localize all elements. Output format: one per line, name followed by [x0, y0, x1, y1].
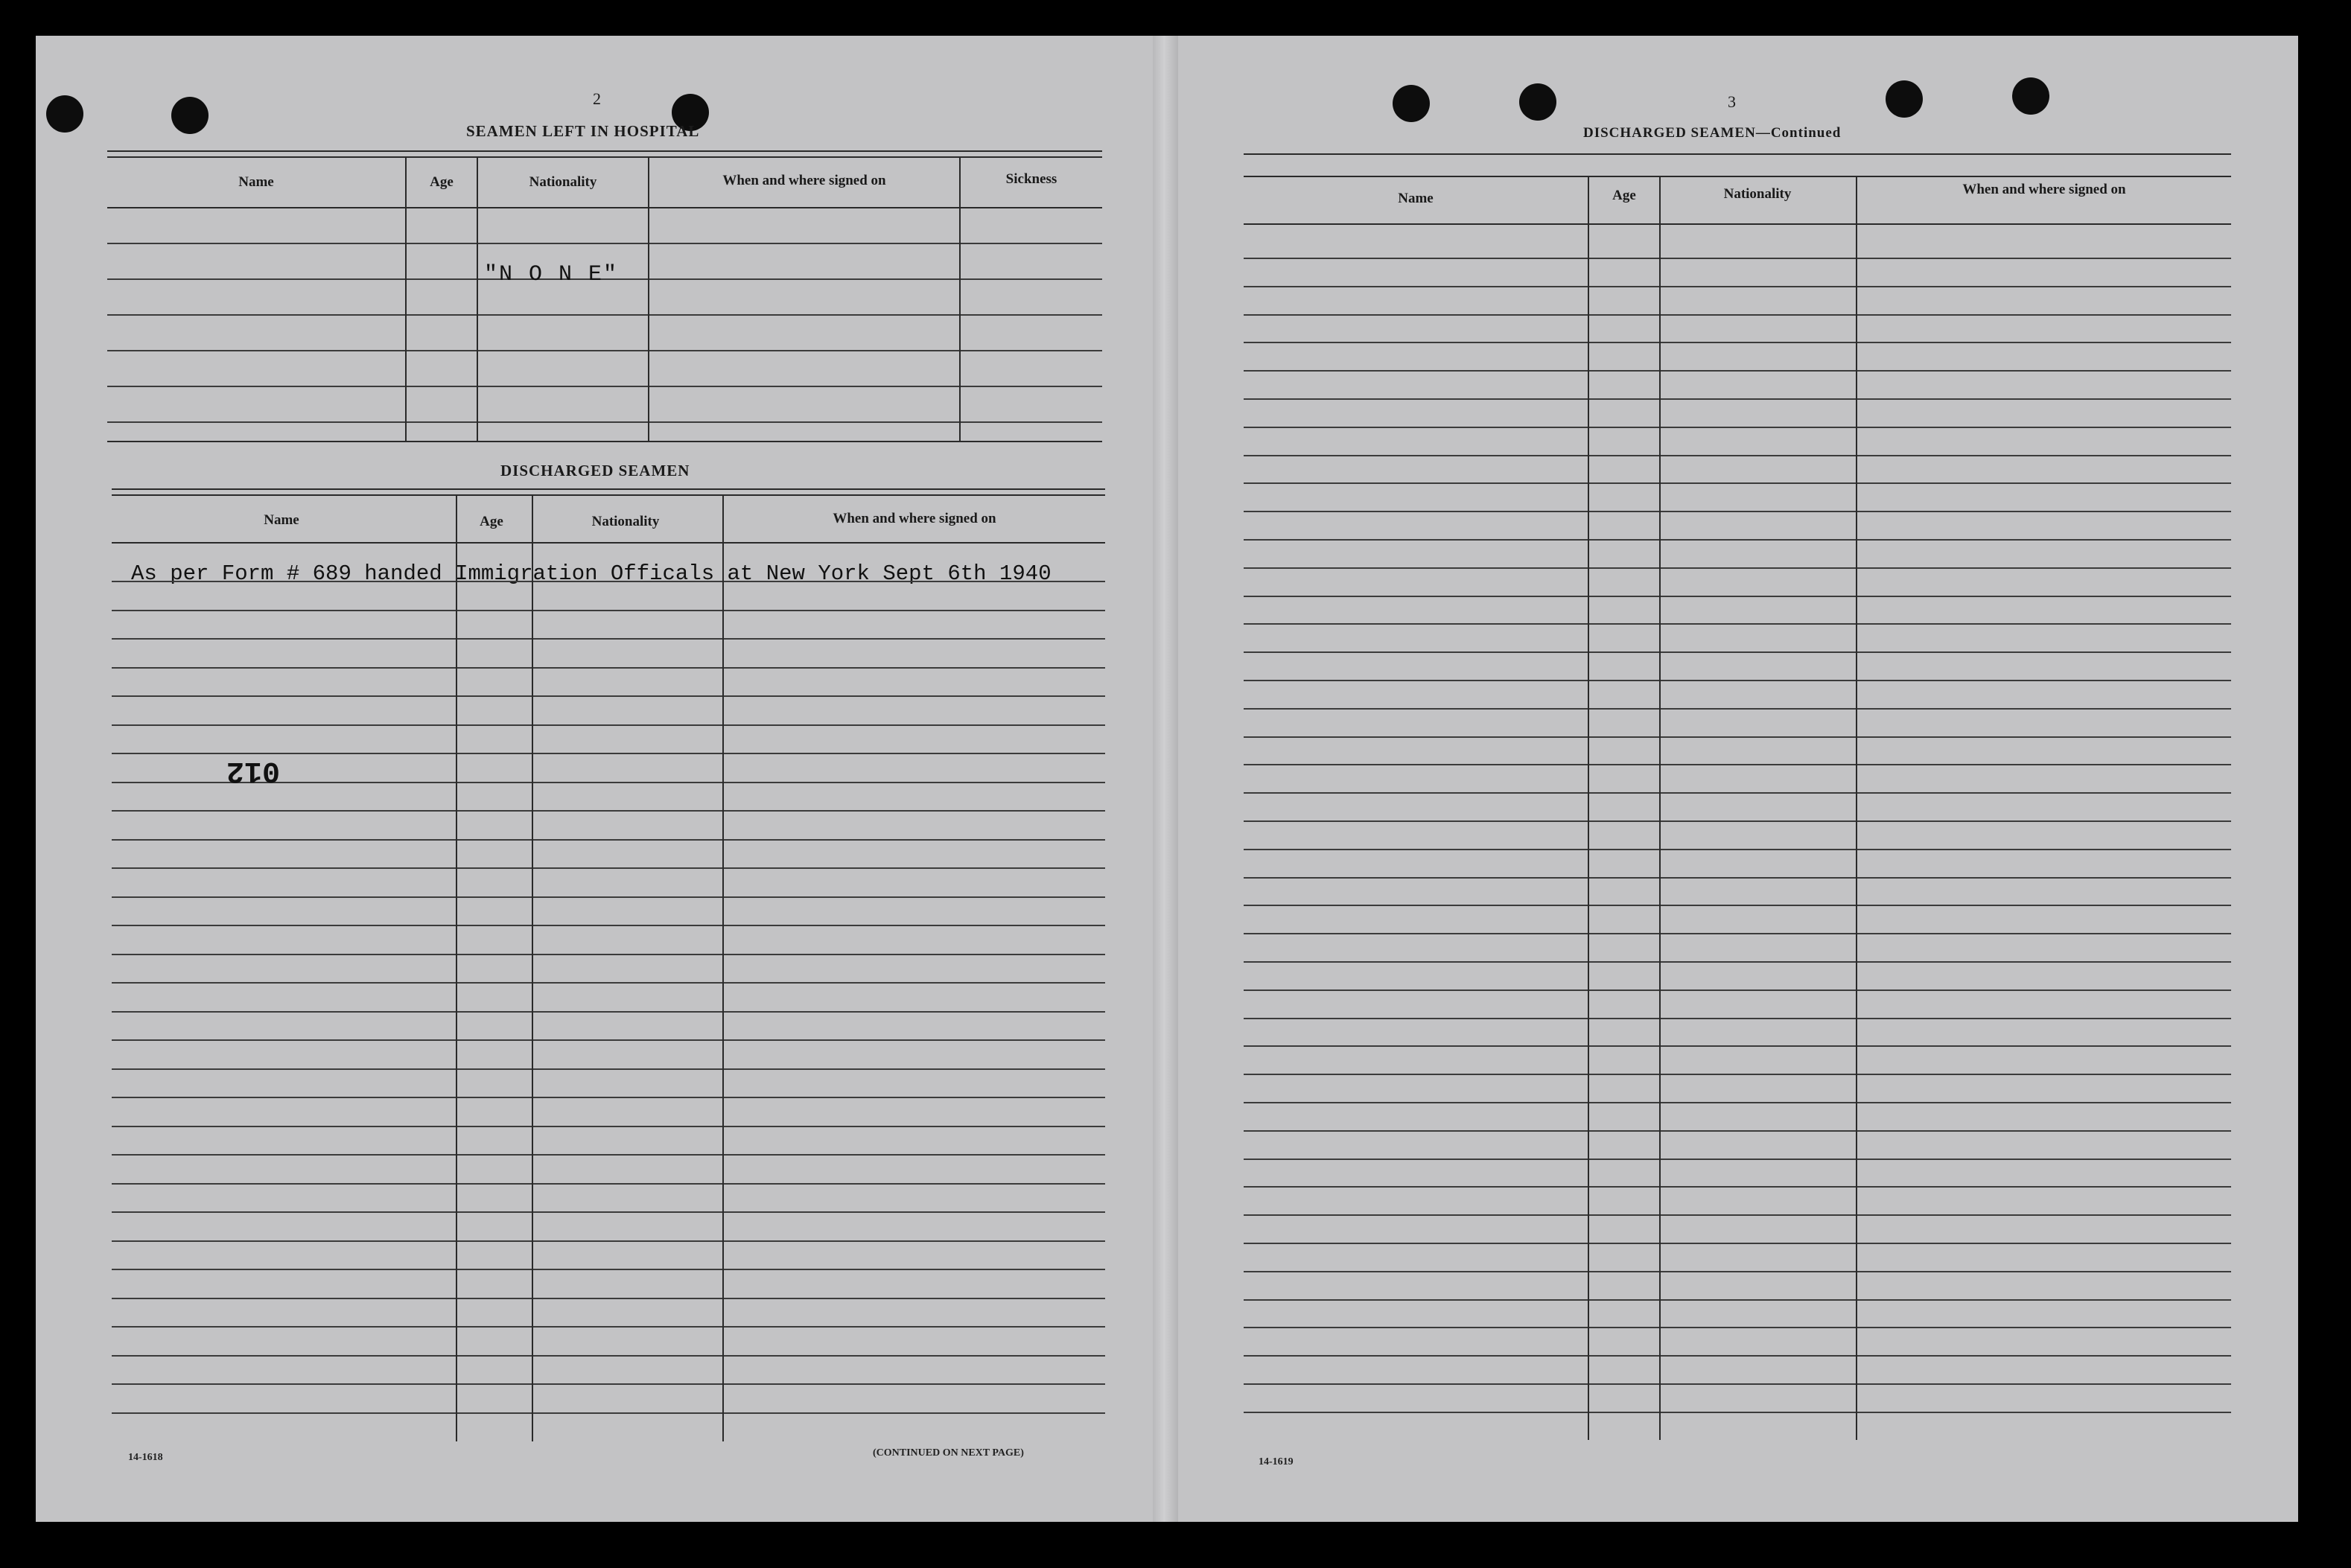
- row-rule: [1244, 1045, 2231, 1047]
- row-rule: [1244, 792, 2231, 794]
- row-rule: [112, 695, 1105, 697]
- row-rule: [1244, 1102, 2231, 1103]
- row-rule: [107, 314, 1102, 316]
- row-rule: [1244, 1159, 2231, 1160]
- row-rule: [1244, 1383, 2231, 1385]
- row-rule: [112, 1412, 1105, 1414]
- row-rule: [112, 1355, 1105, 1357]
- row-rule: [112, 1011, 1105, 1013]
- row-rule: [1244, 1271, 2231, 1272]
- row-rule: [112, 1298, 1105, 1299]
- discharged-section-title: DISCHARGED SEAMEN: [500, 462, 690, 479]
- discharged-table-top-rule: [112, 494, 1105, 496]
- row-rule: [1244, 877, 2231, 879]
- hospital-table-bottom-rule: [107, 441, 1102, 442]
- column-divider: [405, 158, 407, 441]
- row-rule: [112, 667, 1105, 669]
- row-rule: [112, 810, 1105, 812]
- hospital-col-sickness: Sickness: [1005, 171, 1057, 187]
- row-rule: [112, 638, 1105, 640]
- row-rule: [112, 724, 1105, 726]
- row-rule: [1244, 398, 2231, 400]
- row-rule: [1244, 596, 2231, 597]
- row-rule: [1244, 567, 2231, 569]
- discharged-col-name: Name: [264, 512, 299, 528]
- row-rule: [112, 925, 1105, 926]
- row-rule: [1244, 286, 2231, 287]
- row-rule: [1244, 455, 2231, 456]
- row-rule: [1244, 1412, 2231, 1413]
- hospital-section-title: SEAMEN LEFT IN HOSPITAL: [466, 122, 700, 140]
- row-rule: [1244, 539, 2231, 541]
- row-rule: [112, 1383, 1105, 1385]
- column-divider: [532, 496, 533, 1441]
- hospital-header-rule: [107, 207, 1102, 208]
- row-rule: [112, 1211, 1105, 1213]
- discharged-col-age: Age: [480, 514, 503, 529]
- hospital-table-top-rule: [107, 150, 1102, 152]
- row-rule: [1244, 708, 2231, 710]
- row-rule: [1244, 905, 2231, 906]
- row-rule: [112, 1183, 1105, 1185]
- row-rule: [1244, 849, 2231, 850]
- discharged-header-rule: [112, 542, 1105, 544]
- punch-hole: [171, 97, 209, 134]
- row-rule: [1244, 342, 2231, 343]
- row-rule: [1244, 764, 2231, 765]
- row-rule: [1244, 258, 2231, 259]
- right-col-age: Age: [1612, 188, 1636, 203]
- row-rule: [1244, 1243, 2231, 1244]
- right-col-signed-on: When and where signed on: [1962, 182, 2126, 197]
- row-rule: [112, 982, 1105, 984]
- hospital-col-nationality: Nationality: [529, 174, 597, 190]
- discharged-entry: As per Form # 689 handed Immigration Officals at New York Sept 6th 1940: [131, 561, 1052, 586]
- row-rule: [112, 1326, 1105, 1328]
- row-rule: [112, 867, 1105, 869]
- right-col-name: Name: [1398, 191, 1434, 206]
- row-rule: [1244, 1130, 2231, 1132]
- row-rule: [1244, 961, 2231, 963]
- column-divider: [1659, 177, 1661, 1440]
- row-rule: [1244, 1214, 2231, 1216]
- row-rule: [1244, 1327, 2231, 1328]
- column-divider: [1856, 177, 1857, 1440]
- right-header-rule: [1244, 223, 2231, 225]
- row-rule: [112, 896, 1105, 898]
- row-rule: [1244, 651, 2231, 653]
- punch-hole: [46, 95, 83, 133]
- row-rule: [1244, 623, 2231, 625]
- row-rule: [1244, 680, 2231, 681]
- row-rule: [112, 1269, 1105, 1270]
- hospital-col-signed-on: When and where signed on: [722, 173, 886, 188]
- row-rule: [107, 421, 1102, 423]
- row-rule: [112, 839, 1105, 841]
- row-rule: [112, 1126, 1105, 1127]
- row-rule: [112, 954, 1105, 955]
- right-col-nationality: Nationality: [1723, 186, 1792, 202]
- column-divider: [722, 496, 724, 1441]
- row-rule: [1244, 511, 2231, 512]
- continued-note: (CONTINUED ON NEXT PAGE): [873, 1447, 1024, 1459]
- column-divider: [959, 158, 961, 441]
- row-rule: [112, 1039, 1105, 1041]
- row-rule: [1244, 427, 2231, 428]
- punch-hole: [1886, 80, 1923, 118]
- left-page-number: 2: [593, 89, 601, 108]
- column-divider: [456, 496, 457, 1441]
- row-rule: [1244, 989, 2231, 991]
- row-rule: [1244, 314, 2231, 316]
- row-rule: [112, 1240, 1105, 1242]
- row-rule: [107, 350, 1102, 351]
- row-rule: [107, 386, 1102, 387]
- hospital-col-age: Age: [430, 174, 454, 190]
- row-rule: [1244, 933, 2231, 934]
- right-form-number: 14-1619: [1259, 1456, 1294, 1467]
- page-fold: [1153, 36, 1178, 1522]
- discharged-table-top-rule: [112, 488, 1105, 490]
- left-form-number: 14-1618: [128, 1452, 163, 1463]
- row-rule: [1244, 1299, 2231, 1301]
- row-rule: [1244, 1074, 2231, 1075]
- row-rule: [1244, 1018, 2231, 1019]
- row-rule: [1244, 820, 2231, 822]
- right-table-top-rule: [1244, 176, 2231, 177]
- punch-hole: [1393, 85, 1430, 122]
- column-divider: [477, 158, 478, 441]
- row-rule: [112, 1154, 1105, 1156]
- hospital-none-entry: "N O N E": [484, 262, 619, 287]
- row-rule: [112, 1068, 1105, 1070]
- stamped-number: 012: [226, 753, 281, 787]
- right-table-top-rule: [1244, 153, 2231, 155]
- row-rule: [107, 243, 1102, 244]
- discharged-continued-title: DISCHARGED SEAMEN—Continued: [1583, 125, 1842, 141]
- column-divider: [648, 158, 649, 441]
- row-rule: [1244, 370, 2231, 372]
- row-rule: [112, 1097, 1105, 1098]
- row-rule: [112, 581, 1105, 582]
- hospital-col-name: Name: [238, 174, 274, 190]
- row-rule: [1244, 736, 2231, 738]
- row-rule: [112, 610, 1105, 611]
- column-divider: [1588, 177, 1589, 1440]
- punch-hole: [1519, 83, 1556, 121]
- discharged-col-signed-on: When and where signed on: [833, 511, 996, 526]
- discharged-col-nationality: Nationality: [591, 514, 660, 529]
- row-rule: [1244, 482, 2231, 484]
- row-rule: [1244, 1186, 2231, 1188]
- punch-hole: [2012, 77, 2049, 115]
- hospital-table-top-rule: [107, 156, 1102, 158]
- right-page-number: 3: [1728, 92, 1736, 111]
- row-rule: [1244, 1355, 2231, 1357]
